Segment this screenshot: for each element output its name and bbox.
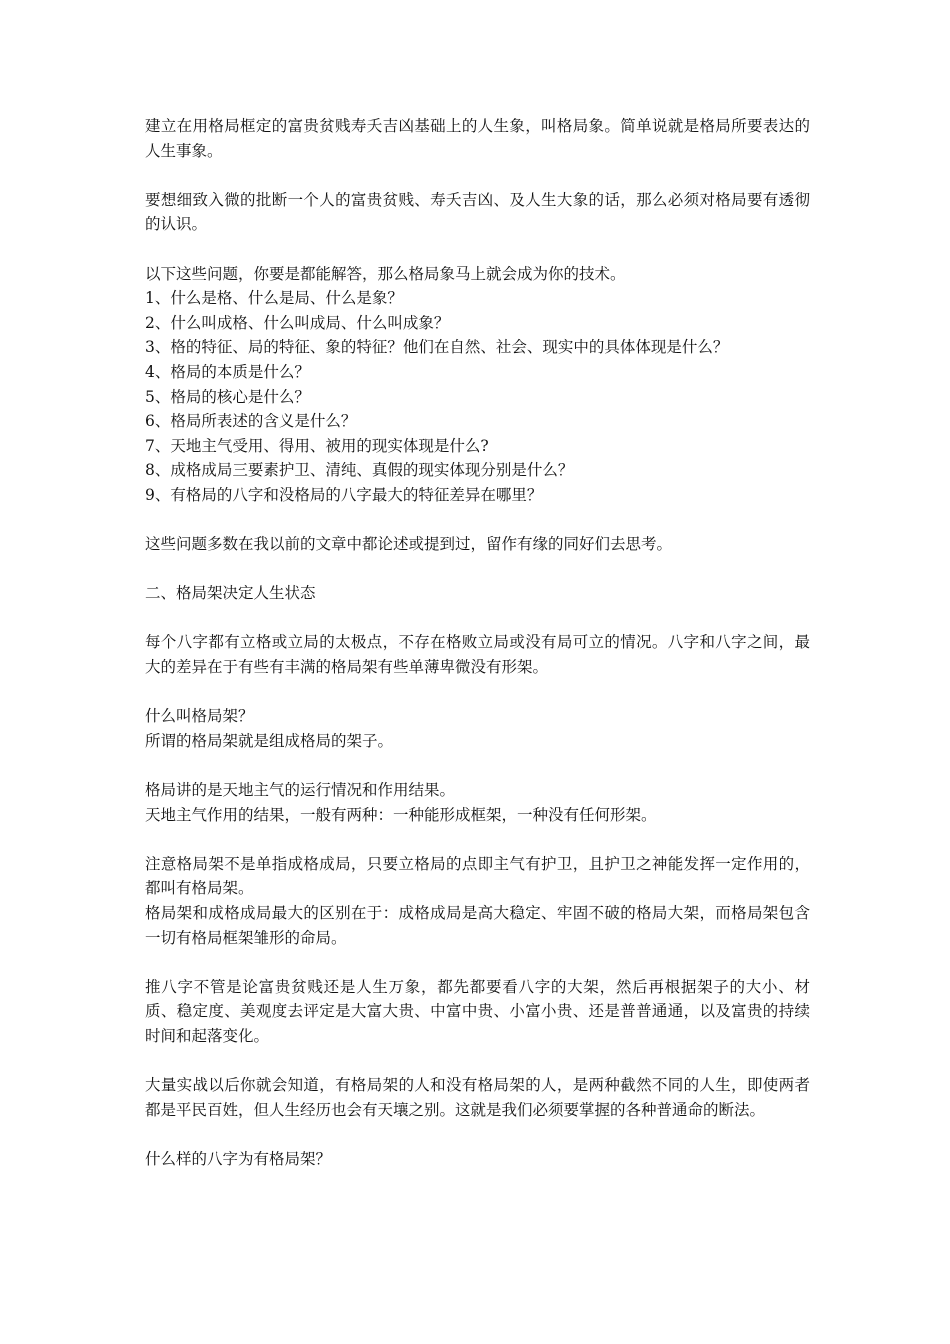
paragraph: 3、格的特征、局的特征、象的特征？他们在自然、社会、现实中的具体体现是什么？ xyxy=(145,338,729,357)
paragraph: 注意格局架不是单指成格成局，只要立格局的点即主气有护卫，且护卫之神能发挥一定作用的，都叫有格局架。 xyxy=(145,854,810,898)
document-body xyxy=(145,114,810,1172)
paragraph: 5、格局的核心是什么？ xyxy=(145,387,310,406)
paragraph-spacer xyxy=(145,557,810,582)
paragraph: 推八字不管是论富贵贫贱还是人生万象，都先都要看八字的大架，然后再根据架子的大小、材质、稳定度、美观度去评定是大富大贵、中富中贵、小富小贵、还是普普通通，以及富贵的持续时间和起落变化。 xyxy=(145,977,810,1045)
paragraph-spacer xyxy=(145,753,810,778)
paragraph: 2、什么叫成格、什么叫成局、什么叫成象？ xyxy=(145,313,450,332)
paragraph-spacer xyxy=(145,508,810,533)
paragraph: 格局架和成格成局最大的区别在于：成格成局是高大稳定、牢固不破的格局大架，而格局架包含一切有格局框架雏形的命局。 xyxy=(145,904,810,947)
paragraph: 这些问题多数在我以前的文章中都论述或提到过，留作有缘的同好们去思考。 xyxy=(145,535,673,554)
paragraph-spacer xyxy=(145,237,810,262)
paragraph-spacer xyxy=(145,606,810,631)
paragraph-spacer xyxy=(145,163,810,188)
paragraph: 什么叫格局架？ xyxy=(145,707,254,726)
paragraph-spacer xyxy=(145,1049,810,1074)
paragraph-spacer xyxy=(145,680,810,705)
paragraph: 所谓的格局架就是组成格局的架子。 xyxy=(145,731,394,750)
paragraph-spacer xyxy=(145,950,810,975)
paragraph: 1、什么是格、什么是局、什么是象？ xyxy=(145,289,403,308)
paragraph: 格局讲的是天地主气的运行情况和作用结果。 xyxy=(145,781,456,800)
paragraph: 建立在用格局框定的富贵贫贱寿夭吉凶基础上的人生象，叫格局象。简单说就是格局所要表达的人生事象。 xyxy=(145,117,810,160)
paragraph: 什么样的八字为有格局架？ xyxy=(145,1149,332,1168)
paragraph: 大量实战以后你就会知道，有格局架的人和没有格局架的人，是两种截然不同的人生，即使两者都是平民百姓，但人生经历也会有天壤之别。这就是我们必须要掌握的各种普通命的断法。 xyxy=(145,1076,810,1119)
paragraph: 7、天地主气受用、得用、被用的现实体现是什么? xyxy=(145,436,489,455)
paragraph-spacer xyxy=(145,1122,810,1147)
paragraph: 每个八字都有立格或立局的太极点，不存在格败立局或没有局可立的情况。八字和八字之间，最大的差异在于有些有丰满的格局架有些单薄卑微没有形架。 xyxy=(145,633,810,677)
paragraph: 天地主气作用的结果，一般有两种：一种能形成框架，一种没有任何形架。 xyxy=(145,805,657,824)
paragraph: 以下这些问题，你要是都能解答，那么格局象马上就会成为你的技术。 xyxy=(145,264,626,283)
paragraph: 要想细致入微的批断一个人的富贵贫贱、寿夭吉凶、及人生大象的话，那么必须对格局要有透彻的认识。 xyxy=(145,190,810,234)
paragraph: 二、格局架决定人生状态 xyxy=(145,584,316,603)
paragraph: 6、格局所表述的含义是什么？ xyxy=(145,412,357,431)
paragraph-spacer xyxy=(145,827,810,852)
paragraph: 4、格局的本质是什么？ xyxy=(145,362,310,381)
paragraph: 9、有格局的八字和没格局的八字最大的特征差异在哪里？ xyxy=(145,485,543,504)
paragraph: 8、成格成局三要素护卫、清纯、真假的现实体现分别是什么？ xyxy=(145,461,574,480)
